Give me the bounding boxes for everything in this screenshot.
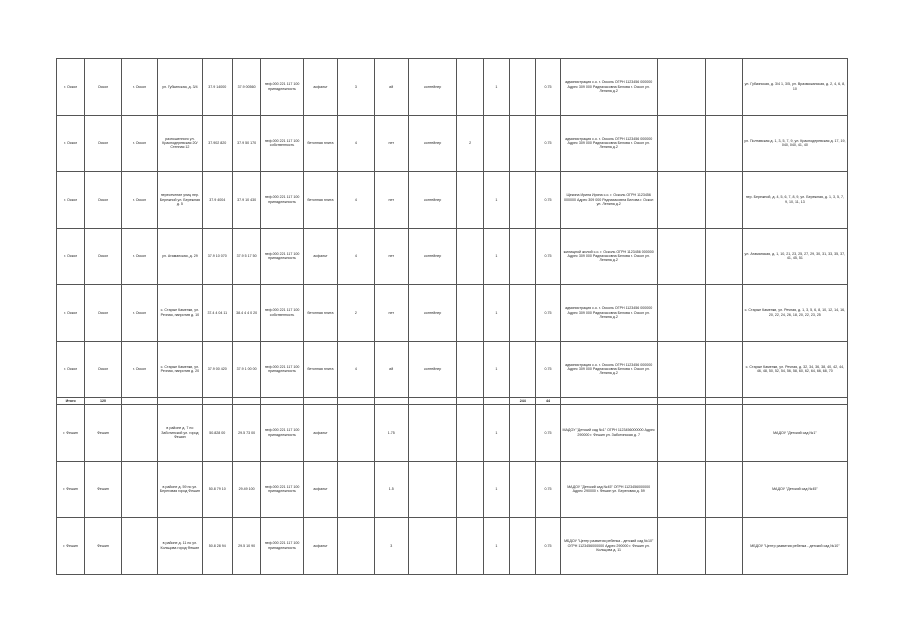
table-cell-c16: администрация с.о. г. Осколь ОГРН 1123456 000000 Адрес 309 000 Раднахасовна Белова г. Оскол ул. Ленина д.2 xyxy=(560,341,657,398)
table-cell-c12: 2 xyxy=(457,115,483,172)
table-cell-c15: 44 xyxy=(536,398,560,405)
table-cell-c10: 1.75 xyxy=(374,405,408,462)
table-cell-c7: неф.000 221 117 100 принадлежность xyxy=(261,228,303,285)
table-cell-c16: администрация с.о. г. Осколь ОГРН 1123456 000000 Адрес 309 000 Раднахасовна Белова г. Оскол ул. Ленина д.2 xyxy=(560,115,657,172)
table-cell-c4: ул. Губкинская, д. 3/4 xyxy=(158,59,203,116)
table-cell-c12 xyxy=(457,59,483,116)
table-cell-c12 xyxy=(457,405,483,462)
table-row xyxy=(57,461,848,518)
table-cell-c17 xyxy=(657,172,706,229)
table-cell-c15: 0.75 xyxy=(536,59,560,116)
table-cell-c18 xyxy=(706,172,742,229)
table-cell-c19: МАДОУ "Детский сад №45" xyxy=(742,461,847,518)
table-cell-c11: контейнер xyxy=(408,172,457,229)
table-row xyxy=(57,59,848,116)
table-cell-c4: ул. Атаманская, д. 29 xyxy=(158,228,203,285)
table-cell-c17 xyxy=(657,518,706,575)
table-cell-c16: администрация с.о. г. Осколь ОГРН 1123456 000000 Адрес 309 000 Раднахасовна Белова г. Оскол ул. Ленина д.2 xyxy=(560,285,657,342)
table-cell-c18 xyxy=(706,285,742,342)
table-cell-c4: пересечение улиц пер. Бережной ул. Бережная д. 5 xyxy=(158,172,203,229)
table-cell-c3: г. Оскол xyxy=(121,228,157,285)
table-cell-c15: 0.75 xyxy=(536,461,560,518)
table-cell-c12 xyxy=(457,518,483,575)
table-cell-c15: 0.75 xyxy=(536,228,560,285)
table-cell-c16: МБДОУ "Центр развития ребенка - детский сад №10" ОГРН 1123456000000 Адрес 290000 г. Фешин ул. Кольцова д. 11 xyxy=(560,518,657,575)
table-cell-c4: в районе д. 7 по Заботинской ул. город Фешин xyxy=(158,405,203,462)
table-cell-c12 xyxy=(457,228,483,285)
table-cell-c19 xyxy=(742,398,847,405)
table-cell-c6: 37.9 1 00 00 xyxy=(232,341,260,398)
table-cell-c8: асфальт xyxy=(303,59,337,116)
table-cell-c19: ул. Атаманская, д. 1, 10, 21, 23, 25, 27, 29, 30, 31, 33, 35, 37, 41, 45, 51 xyxy=(742,228,847,285)
table-cell-c11: контейнер xyxy=(408,115,457,172)
table-cell-c18 xyxy=(706,398,742,405)
table-cell-c17 xyxy=(657,59,706,116)
table-cell-c6: 38.4 4 4 0 20 xyxy=(232,285,260,342)
table-cell-c13: 1 xyxy=(483,341,509,398)
table-cell-c9: 3 xyxy=(338,59,374,116)
table-cell-c9: 4 xyxy=(338,172,374,229)
registry-sheet xyxy=(56,58,848,575)
table-cell-c5: 37.9 10 070 xyxy=(202,228,232,285)
table-cell-c10: ий xyxy=(374,341,408,398)
table-cell-c17 xyxy=(657,228,706,285)
table-cell-c3: г. Оскол xyxy=(121,59,157,116)
waste-sites-table xyxy=(56,58,848,575)
table-cell-c8: бетонная плита xyxy=(303,172,337,229)
table-cell-c1: г. Оскол xyxy=(57,59,85,116)
table-cell-c9: 4 xyxy=(338,228,374,285)
table-cell-c2: Оскол xyxy=(85,172,121,229)
table-cell-c10: нет xyxy=(374,115,408,172)
table-cell-c9 xyxy=(338,518,374,575)
table-cell-c1: г. Оскол xyxy=(57,228,85,285)
table-cell-c5: 50.8 79 10 xyxy=(202,461,232,518)
table-cell-c14 xyxy=(510,59,536,116)
table-cell-c4: в районе д. 59 по ул. Береговая город Фешин xyxy=(158,461,203,518)
table-cell-c17 xyxy=(657,461,706,518)
table-cell-c9: 2 xyxy=(338,285,374,342)
table-cell-c6: 29.5 73 00 xyxy=(232,405,260,462)
table-cell-c6: 37.9 10 430 xyxy=(232,172,260,229)
table-cell-c3 xyxy=(121,398,157,405)
table-cell-c13: 1 xyxy=(483,59,509,116)
table-cell-c8: бетонная плита xyxy=(303,285,337,342)
table-cell-c1: г. Оскол xyxy=(57,341,85,398)
table-cell-c5 xyxy=(202,398,232,405)
table-cell-c11 xyxy=(408,398,457,405)
table-cell-c15: 0.75 xyxy=(536,405,560,462)
table-cell-c8: асфальт xyxy=(303,461,337,518)
table-cell-c6: 37.9 00560 xyxy=(232,59,260,116)
table-cell-c12 xyxy=(457,285,483,342)
table-cell-c16: администрация с.о. г. Осколь ОГРН 1123456 000000 Адрес 309 000 Раднахасовна Белова г. Оскол ул. Ленина д.2 xyxy=(560,59,657,116)
table-row xyxy=(57,115,848,172)
table-cell-c18 xyxy=(706,115,742,172)
table-cell-c9: 4 xyxy=(338,341,374,398)
table-cell-c12 xyxy=(457,398,483,405)
table-cell-c17 xyxy=(657,341,706,398)
table-cell-c18 xyxy=(706,341,742,398)
table-cell-c16: жилищной жилой с.о. г. Осколь ОГРН 1123456 000000 Адрес 309 000 Раднахасовна Белова г. Оскол ул. Ленина д.2 xyxy=(560,228,657,285)
table-cell-c14 xyxy=(510,172,536,229)
table-cell-c3: г. Оскол xyxy=(121,341,157,398)
table-cell-c10: ий xyxy=(374,59,408,116)
table-cell-c3 xyxy=(121,518,157,575)
table-cell-c10: нет xyxy=(374,285,408,342)
table-cell-c7: неф.000 221 117 100 принадлежность xyxy=(261,518,303,575)
table-cell-c14 xyxy=(510,115,536,172)
table-cell-c5: 50.828 00 xyxy=(202,405,232,462)
table-cell-c11: контейнер xyxy=(408,341,457,398)
table-cell-c7: неф.000 221 117 100 принадлежность xyxy=(261,341,303,398)
table-cell-c15: 0.75 xyxy=(536,115,560,172)
table-cell-c12 xyxy=(457,172,483,229)
table-cell-c1: г. Оскол xyxy=(57,172,85,229)
table-row xyxy=(57,398,848,405)
table-cell-c11: контейнер xyxy=(408,285,457,342)
table-cell-c14 xyxy=(510,405,536,462)
table-cell-c2: Фешин xyxy=(85,405,121,462)
table-cell-c4: разношенного ул. Краснодеревская 20/Степная 12 xyxy=(158,115,203,172)
table-cell-c5: 37.9 4004 xyxy=(202,172,232,229)
table-cell-c1: г. Фешин xyxy=(57,461,85,518)
table-cell-c4 xyxy=(158,398,203,405)
table-cell-c11 xyxy=(408,461,457,518)
table-cell-c2: Оскол xyxy=(85,59,121,116)
table-cell-c11 xyxy=(408,405,457,462)
table-cell-c2: Оскол xyxy=(85,285,121,342)
table-cell-c4: в районе д. 11 по ул. Кольцова город Фешин xyxy=(158,518,203,575)
table-cell-c19: с. Старые Каменки, ул. Речная, д. 32, 34, 36, 38, 40, 42, 44, 46, 48, 50, 52, 54, 56, 58, 60, 62, 64, 66, 68, 70 xyxy=(742,341,847,398)
table-cell-c15: 0.75 xyxy=(536,285,560,342)
table-cell-c1: г. Оскол xyxy=(57,285,85,342)
table-cell-c16: Щекина Ирина Ирина с.о. г. Осколь ОГРН 1123456 000000 Адрес 309 000 Раднахасовна Белова г. Оскол ул. Ленина д.2 xyxy=(560,172,657,229)
table-cell-c7: неф.000 221 117 100 принадлежность xyxy=(261,172,303,229)
table-cell-c13: 1 xyxy=(483,405,509,462)
table-cell-c14 xyxy=(510,341,536,398)
table-cell-c7: неф.000 221 117 100 принадлежность xyxy=(261,59,303,116)
table-cell-c7 xyxy=(261,398,303,405)
table-cell-c13: 1 xyxy=(483,228,509,285)
table-cell-c5: 37.902 820 xyxy=(202,115,232,172)
table-cell-c10: нет xyxy=(374,228,408,285)
table-cell-c7: неф.000 221 117 100 принадлежность xyxy=(261,461,303,518)
table-cell-c6: 29.5 10 90 xyxy=(232,518,260,575)
table-cell-c1: г. Фешин xyxy=(57,405,85,462)
table-cell-c7: неф.000 221 117 100 собственность xyxy=(261,115,303,172)
table-cell-c8 xyxy=(303,398,337,405)
table-cell-c13: 1 xyxy=(483,285,509,342)
table-cell-c13: 1 xyxy=(483,172,509,229)
table-cell-c2: Оскол xyxy=(85,341,121,398)
table-cell-c18 xyxy=(706,59,742,116)
table-cell-c6: 29.49 100 xyxy=(232,461,260,518)
table-cell-c19: ул. Полтавская д. 1, 3, 5, 7, 9, ул. Краснодеревская д. 17, 19, 040, 040, 41, 40 xyxy=(742,115,847,172)
table-cell-c8: асфальт xyxy=(303,228,337,285)
table-row xyxy=(57,172,848,229)
table-cell-c6 xyxy=(232,398,260,405)
table-cell-c19: МБДОУ "Центр развития ребенка - детский сад №10" xyxy=(742,518,847,575)
table-row xyxy=(57,285,848,342)
table-cell-c13 xyxy=(483,115,509,172)
table-cell-c10: 3 xyxy=(374,518,408,575)
table-cell-c2: Оскол xyxy=(85,115,121,172)
table-cell-c5: 50.8 28 94 xyxy=(202,518,232,575)
table-cell-c14 xyxy=(510,518,536,575)
table-cell-c18 xyxy=(706,461,742,518)
table-cell-c6: 37.9 5 17 50 xyxy=(232,228,260,285)
table-cell-c17 xyxy=(657,115,706,172)
table-cell-c15: 0.75 xyxy=(536,518,560,575)
table-cell-c5: 37.9 14000 xyxy=(202,59,232,116)
table-cell-c9: 4 xyxy=(338,115,374,172)
table-cell-c6: 37.9 50 170 xyxy=(232,115,260,172)
table-cell-c15: 0.75 xyxy=(536,341,560,398)
table-cell-c13: 1 xyxy=(483,518,509,575)
table-cell-c3: г. Оскол xyxy=(121,115,157,172)
table-cell-c12 xyxy=(457,341,483,398)
table-cell-c18 xyxy=(706,228,742,285)
table-row xyxy=(57,518,848,575)
table-cell-c16: МАДОУ "Детский сад №1" ОГРН 1123456000000 Адрес 290000 г. Фешин ул. Заботинская д. 7 xyxy=(560,405,657,462)
table-cell-c14: 244 xyxy=(510,398,536,405)
table-cell-c10 xyxy=(374,398,408,405)
table-cell-c3: г. Оскол xyxy=(121,172,157,229)
table-cell-c18 xyxy=(706,518,742,575)
table-cell-c1: г. Оскол xyxy=(57,115,85,172)
table-cell-c14 xyxy=(510,228,536,285)
table-cell-c17 xyxy=(657,398,706,405)
table-cell-c10: 1.5 xyxy=(374,461,408,518)
table-cell-c8: асфальт xyxy=(303,405,337,462)
table-row xyxy=(57,228,848,285)
table-cell-c9 xyxy=(338,405,374,462)
table-cell-c15: 0.75 xyxy=(536,172,560,229)
table-cell-c4: с. Старые Каменки, ул. Речная, напротив д. 10 xyxy=(158,285,203,342)
table-cell-c1: г. Фешин xyxy=(57,518,85,575)
table-cell-c2: Фешин xyxy=(85,518,121,575)
table-cell-c10: нет xyxy=(374,172,408,229)
table-cell-c8: бетонная плита xyxy=(303,341,337,398)
table-cell-c18 xyxy=(706,405,742,462)
table-cell-c13: 1 xyxy=(483,461,509,518)
table-cell-c17 xyxy=(657,285,706,342)
table-cell-c11: контейнер xyxy=(408,228,457,285)
table-cell-c2: Оскол xyxy=(85,228,121,285)
table-cell-c1: Итого xyxy=(57,398,85,405)
table-cell-c3 xyxy=(121,461,157,518)
table-cell-c8: бетонная плита xyxy=(303,115,337,172)
table-cell-c2: 120 xyxy=(85,398,121,405)
table-cell-c8: асфальт xyxy=(303,518,337,575)
table-cell-c12 xyxy=(457,461,483,518)
table-row xyxy=(57,405,848,462)
table-cell-c19: ул. Губкинская, д. 3/4 1, 3/5, ул. Вразможанская, д. 2, 4, 6, 8, 10 xyxy=(742,59,847,116)
table-cell-c5: 37.9 00 420 xyxy=(202,341,232,398)
table-cell-c7: неф.000 221 117 100 собственность xyxy=(261,285,303,342)
table-cell-c14 xyxy=(510,285,536,342)
table-cell-c4: с. Старые Каменки, ул. Речная, напротив д. 20 xyxy=(158,341,203,398)
table-cell-c14 xyxy=(510,461,536,518)
table-cell-c19: МАДОУ "Детский сад №1" xyxy=(742,405,847,462)
table-cell-c13 xyxy=(483,398,509,405)
table-cell-c11: контейнер xyxy=(408,59,457,116)
table-cell-c16 xyxy=(560,398,657,405)
table-cell-c19: с. Старые Каменки, ул. Речная, д. 1, 3, 5, 6, 8, 10, 12, 14, 16, 20, 22, 24, 26, 18, 20, 22, 23, 25 xyxy=(742,285,847,342)
table-cell-c11 xyxy=(408,518,457,575)
table-cell-c19: пер. Бережной, д. 4, 5, 6, 7, 8, 9, ул. Бережная, д. 1, 3, 5, 7, 9, 10, 11, 13 xyxy=(742,172,847,229)
table-cell-c9 xyxy=(338,398,374,405)
table-cell-c9 xyxy=(338,461,374,518)
table-cell-c7: неф.000 221 117 100 принадлежность xyxy=(261,405,303,462)
table-cell-c5: 37.4 4 04 11 xyxy=(202,285,232,342)
table-cell-c16: МАДОУ "Детский сад №45" ОГРН 1123456000000 Адрес 290000 г. Фешин ул. Береговая д. 59 xyxy=(560,461,657,518)
table-row xyxy=(57,341,848,398)
table-cell-c2: Фешин xyxy=(85,461,121,518)
table-cell-c3: г. Оскол xyxy=(121,285,157,342)
table-cell-c3 xyxy=(121,405,157,462)
table-cell-c17 xyxy=(657,405,706,462)
